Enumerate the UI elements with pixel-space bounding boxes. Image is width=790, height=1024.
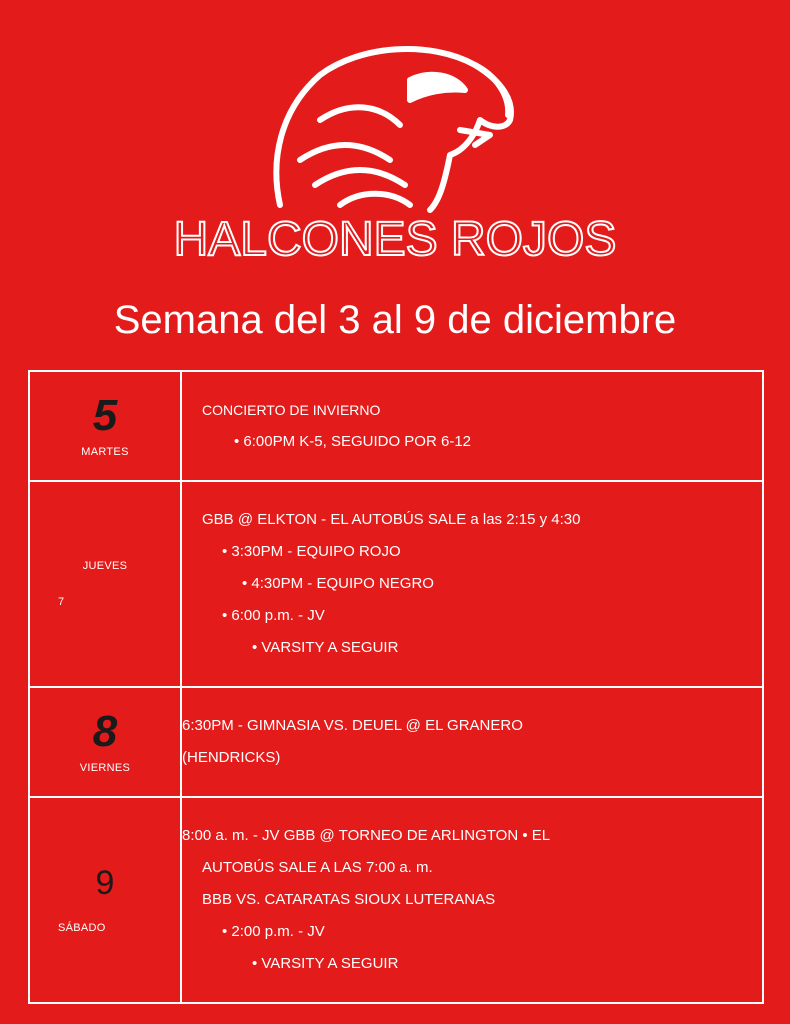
- event-line: 6:30PM - GIMNASIA VS. DEUEL @ EL GRANERO: [182, 717, 523, 734]
- table-row: [29, 797, 763, 1003]
- day-name: JUEVES: [82, 560, 128, 572]
- event-line: (HENDRICKS): [182, 749, 281, 766]
- day-cell: [29, 371, 181, 481]
- event-line: • VARSITY A SEGUIR: [252, 955, 399, 972]
- team-name: HALCONES ROJOS: [173, 213, 617, 266]
- event-line: CONCIERTO DE INVIERNO: [202, 402, 381, 418]
- team-logo: [150, 40, 640, 280]
- event-line: • 2:00 p.m. - JV: [222, 923, 325, 940]
- day-cell: [29, 797, 181, 1003]
- event-line: BBB VS. CATARATAS SIOUX LUTERANAS: [202, 891, 496, 908]
- table-row: [29, 687, 763, 797]
- table-row: [29, 371, 763, 481]
- week-title: Semana del 3 al 9 de diciembre: [113, 298, 677, 342]
- day-number: 9: [95, 864, 115, 902]
- event-line: • 6:00 p.m. - JV: [222, 607, 325, 624]
- day-cell: [29, 481, 181, 687]
- events-cell: [181, 371, 763, 481]
- event-line: • 3:30PM - EQUIPO ROJO: [222, 543, 401, 560]
- day-cell: [29, 687, 181, 797]
- eagle-head-icon: [260, 40, 520, 220]
- day-name: SÁBADO: [58, 922, 106, 934]
- events-cell: [181, 687, 763, 797]
- day-number: 7: [58, 596, 65, 608]
- day-number: 8: [92, 707, 118, 756]
- event-line: GBB @ ELKTON - EL AUTOBÚS SALE a las 2:15 y 4:30: [202, 511, 581, 528]
- event-line: 8:00 a. m. - JV GBB @ TORNEO DE ARLINGTON • EL: [182, 827, 551, 844]
- event-line: • 4:30PM - EQUIPO NEGRO: [242, 575, 434, 592]
- event-line: • 6:00PM K-5, SEGUIDO POR 6-12: [234, 433, 471, 450]
- event-line: AUTOBÚS SALE A LAS 7:00 a. m.: [202, 859, 433, 876]
- schedule-table: [28, 370, 764, 1004]
- day-name: MARTES: [81, 446, 129, 458]
- table-row: [29, 481, 763, 687]
- day-number: 5: [92, 391, 118, 440]
- events-cell: [181, 481, 763, 687]
- event-line: • VARSITY A SEGUIR: [252, 639, 399, 656]
- day-name: VIERNES: [79, 762, 131, 774]
- events-cell: [181, 797, 763, 1003]
